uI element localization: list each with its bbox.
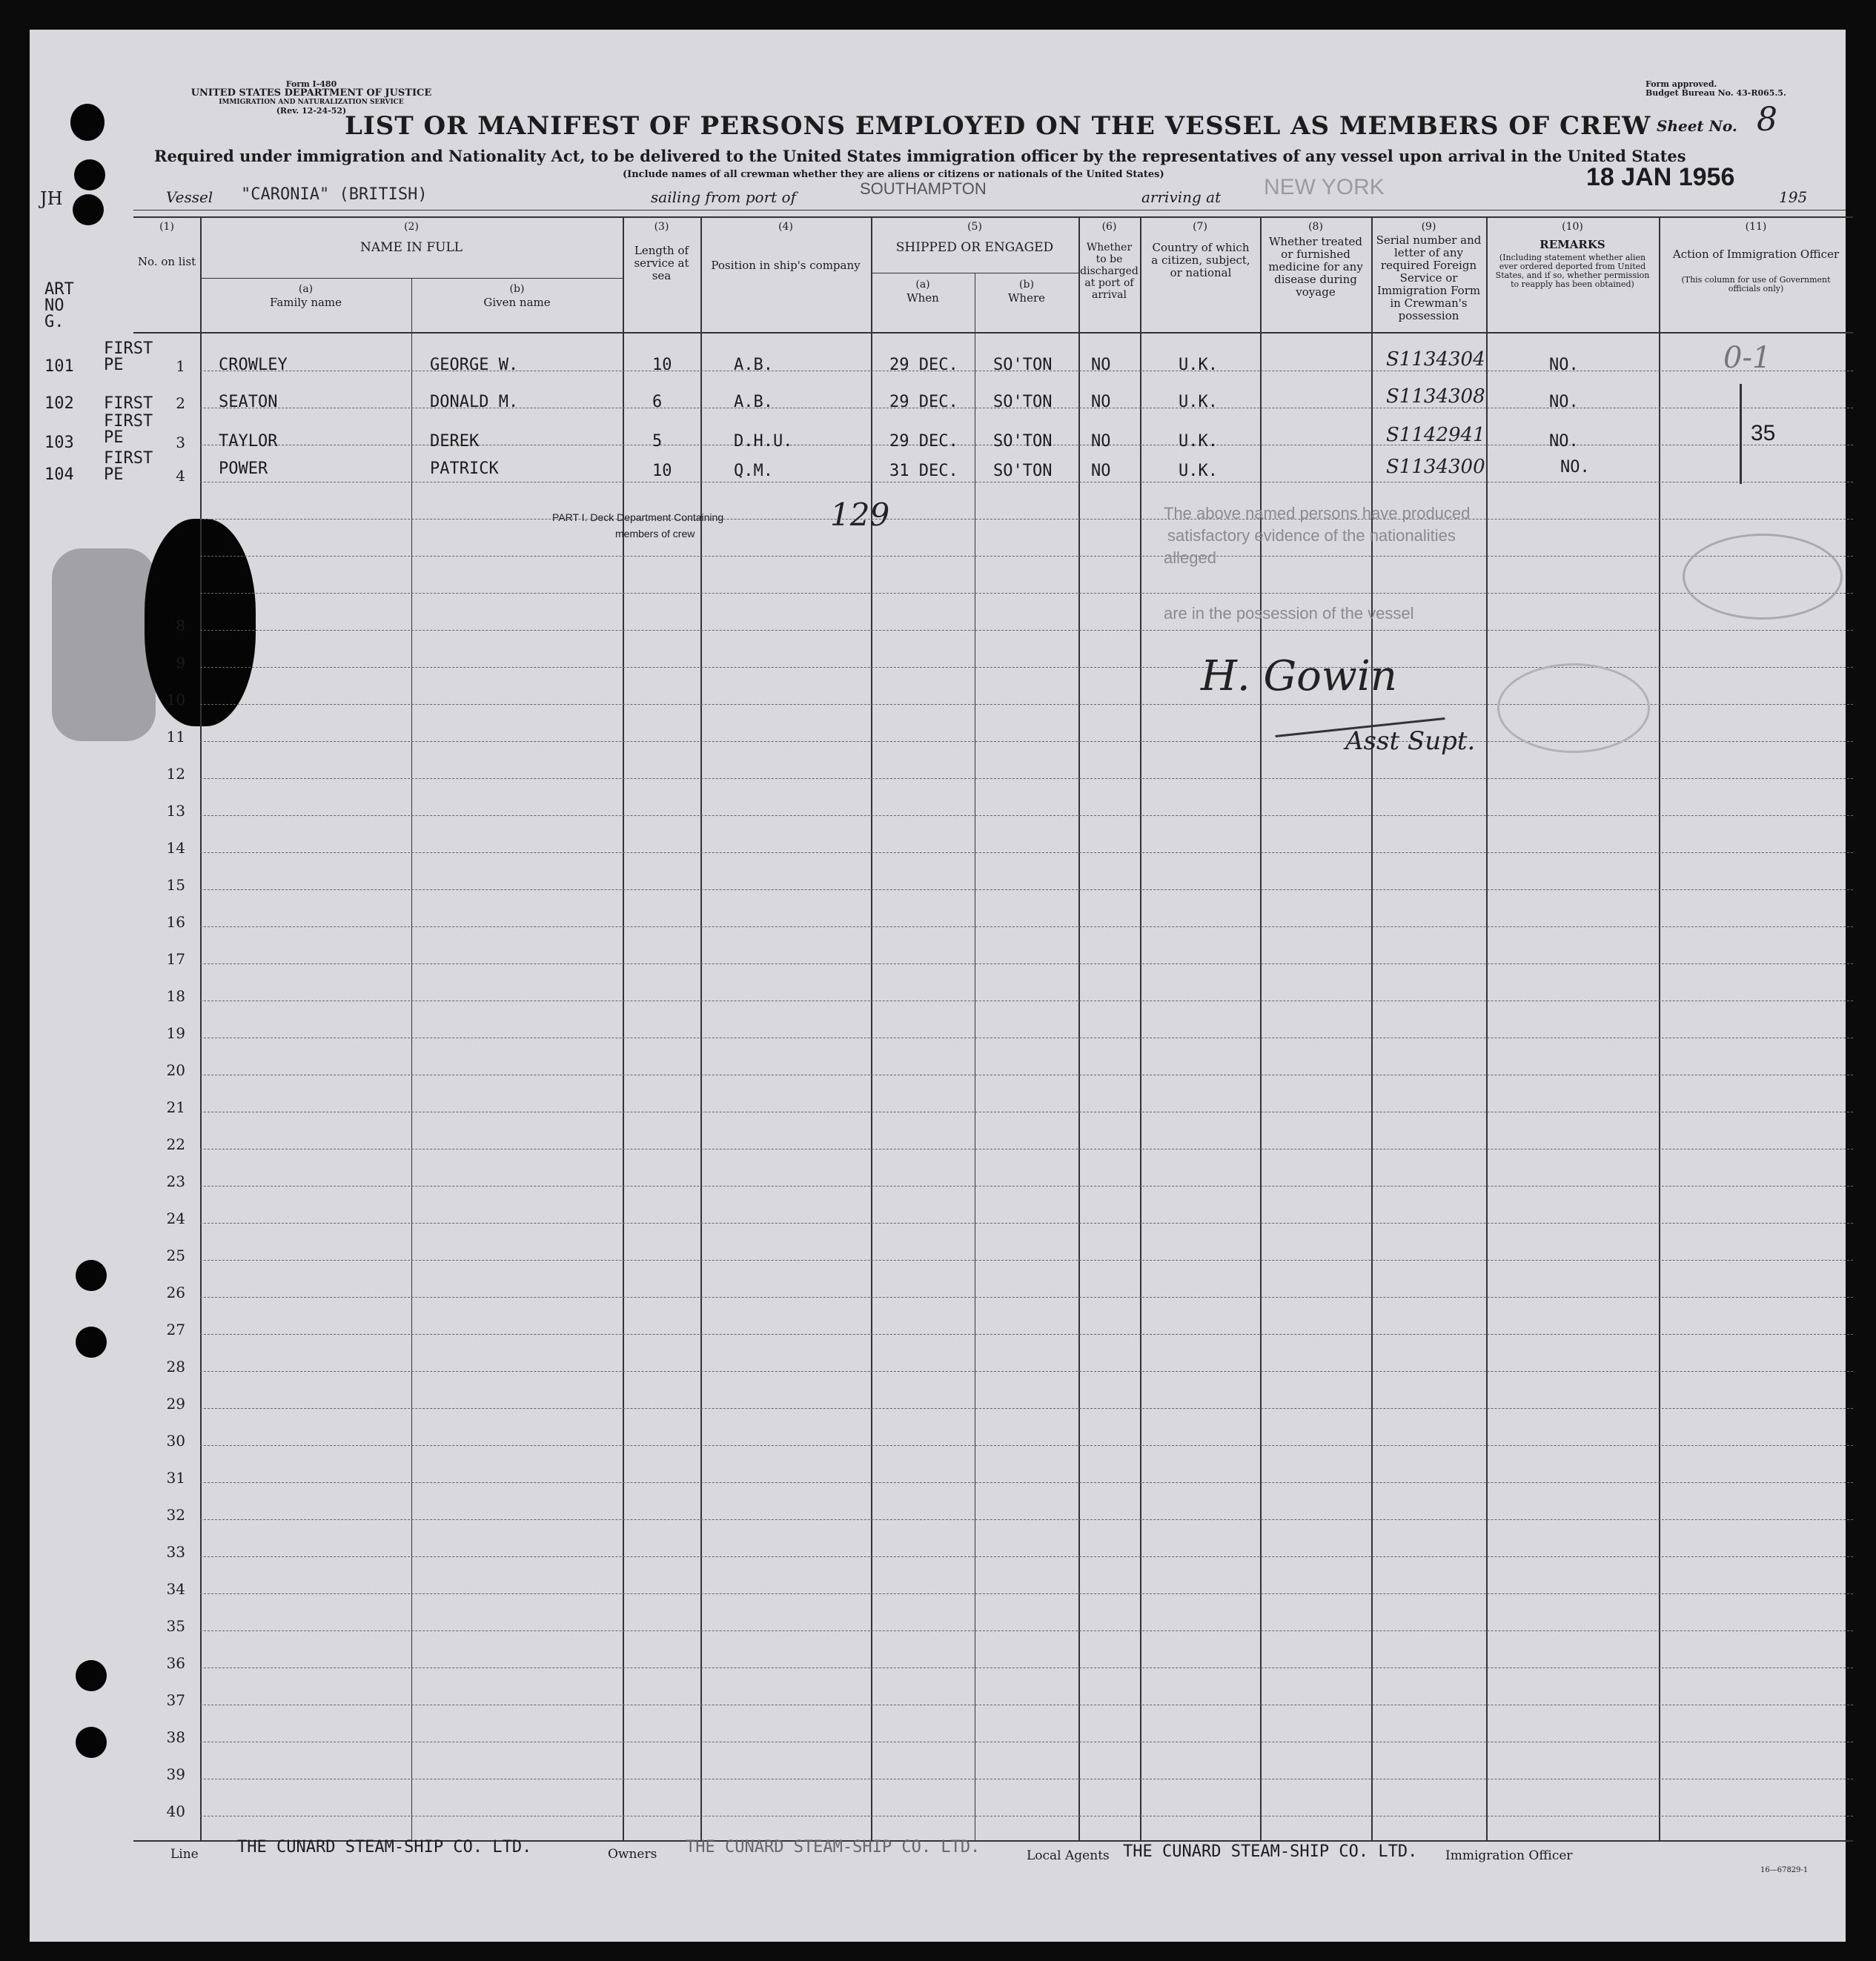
signature-title: Asst Supt. <box>1345 726 1476 756</box>
punch-hole <box>76 1327 107 1358</box>
row-number: 24 <box>166 1210 185 1227</box>
col7-number: (7) <box>1193 221 1207 233</box>
row-rule <box>200 778 1853 779</box>
agents-value: THE CUNARD STEAM-SHIP CO. LTD. <box>1123 1842 1418 1861</box>
print-code: 16—67829-1 <box>1760 1866 1809 1874</box>
row-rule <box>200 1334 1853 1335</box>
col-rule <box>1140 216 1141 1840</box>
year-label: 195 <box>1779 188 1808 206</box>
row-rule <box>200 1260 1853 1261</box>
oval-stamp-icon <box>1683 534 1843 620</box>
side-margin-text: G. <box>44 313 64 331</box>
row-number: 21 <box>166 1098 185 1116</box>
service-years: 10 <box>652 356 672 374</box>
col-rule <box>200 216 202 1840</box>
col10-number: (10) <box>1562 221 1583 233</box>
class-code: FIRST PE <box>104 339 153 374</box>
row-number: 2 <box>176 394 185 412</box>
row-rule <box>200 630 1853 631</box>
col5b-header: Where <box>1007 291 1045 305</box>
country: U.K. <box>1179 356 1218 374</box>
punch-hole <box>73 194 104 225</box>
row-rule <box>200 1297 1853 1298</box>
row-number: 19 <box>166 1024 185 1042</box>
row-rule <box>200 815 1853 816</box>
row-number: 13 <box>166 802 185 820</box>
col5-number: (5) <box>967 221 982 233</box>
row-rule <box>200 1630 1853 1631</box>
family-name: TAYLOR <box>219 432 278 451</box>
row-number: 31 <box>166 1469 185 1487</box>
discharged: NO <box>1091 432 1111 451</box>
office-prefix: JH <box>40 188 63 209</box>
art-number: 101 <box>44 357 74 376</box>
owners-label: Owners <box>608 1847 657 1862</box>
col8-header: Whether treated or furnished medicine for any disease during voyage <box>1268 235 1363 299</box>
officer-mark: 0-1 <box>1723 341 1771 375</box>
owners-value: THE CUNARD STEAM-SHIP CO. LTD. <box>686 1838 981 1857</box>
subtitle: Required under immigration and Nationality Act, to be delivered to the United States immigration officer by the representatives of any vessel upon arrival in the United States <box>154 147 1686 165</box>
service-name: IMMIGRATION AND NATURALIZATION SERVICE <box>219 99 404 106</box>
page-title: LIST OR MANIFEST OF PERSONS EMPLOYED ON THE VESSEL AS MEMBERS OF CREW <box>345 111 1651 141</box>
date-stamp: 18 JAN 1956 <box>1586 163 1735 191</box>
given-name: GEORGE W. <box>430 356 519 374</box>
row-rule <box>200 556 1853 557</box>
line-value: THE CUNARD STEAM-SHIP CO. LTD. <box>237 1838 532 1857</box>
col6-number: (6) <box>1101 221 1117 233</box>
col2-number: (2) <box>404 221 419 233</box>
col-rule <box>871 216 872 1840</box>
form-id-block <box>156 80 467 116</box>
part-note: PART I. Deck Department Containing <box>552 511 724 523</box>
sheet-label: Sheet No. <box>1657 117 1737 135</box>
engaged-when: 29 DEC. <box>889 432 958 451</box>
line-label: Line <box>170 1847 199 1862</box>
side-margin-text: NO <box>44 296 64 315</box>
row-rule <box>200 1445 1853 1446</box>
row-number: 17 <box>166 950 185 968</box>
engaged-when: 29 DEC. <box>889 356 958 374</box>
row-number: 33 <box>166 1543 185 1561</box>
col5b-tag: (b) <box>1019 279 1034 291</box>
row-number: 4 <box>176 467 185 485</box>
row-rule <box>200 1408 1853 1409</box>
punch-hole <box>70 104 105 141</box>
row-rule <box>200 1593 1853 1594</box>
serial-number: S1142941 <box>1386 424 1485 446</box>
row-number: 22 <box>166 1135 185 1153</box>
service-years: 6 <box>652 393 663 411</box>
remarks: NO. <box>1549 356 1579 374</box>
officer-label: Immigration Officer <box>1445 1848 1573 1863</box>
col5a-tag: (a) <box>915 279 930 291</box>
col4-header: Position in ship's company <box>711 259 861 272</box>
budget-number: Budget Bureau No. 43-R065.5. <box>1645 88 1786 98</box>
col4-number: (4) <box>778 221 793 233</box>
remarks: NO. <box>1549 432 1579 451</box>
given-name: DEREK <box>430 432 480 451</box>
art-number: 104 <box>44 465 74 484</box>
row-rule <box>200 852 1853 853</box>
approval-block <box>1645 80 1786 98</box>
class-code: FIRST PE <box>104 449 153 484</box>
country: U.K. <box>1179 393 1218 411</box>
col-rule <box>700 216 702 1840</box>
seal-shadow <box>52 548 156 741</box>
sailing-label: sailing from port of <box>651 188 796 206</box>
row-rule <box>200 1223 1853 1224</box>
engaged-where: SO'TON <box>993 432 1053 451</box>
col-rule <box>411 278 412 1840</box>
col2a-header: Family name <box>269 296 342 309</box>
row-number: 15 <box>166 876 185 894</box>
col3-number: (3) <box>654 221 669 233</box>
row-rule <box>200 1556 1853 1557</box>
col2-header: NAME IN FULL <box>359 240 463 255</box>
vessel-label: Vessel <box>166 188 213 206</box>
vessel-name: "CARONIA" (BRITISH) <box>241 185 428 204</box>
family-name: POWER <box>219 459 268 478</box>
arriving-port: NEW YORK <box>1264 175 1385 199</box>
row-number: 8 <box>176 617 185 634</box>
table-top-rule <box>133 216 1853 218</box>
sheet-number: 8 <box>1757 101 1777 139</box>
certification-text: are in the possession of the vessel <box>1164 604 1414 623</box>
service-years: 10 <box>652 462 672 480</box>
row-number: 14 <box>166 839 185 857</box>
row-number: 10 <box>166 691 185 709</box>
row-rule <box>200 593 1853 594</box>
sailing-port: SOUTHAMPTON <box>860 179 987 198</box>
revision: (Rev. 12-24-52) <box>276 106 347 116</box>
row-number: 38 <box>166 1728 185 1746</box>
position: D.H.U. <box>734 432 793 451</box>
row-number: 37 <box>166 1691 185 1709</box>
discharged: NO <box>1091 393 1111 411</box>
table-header-rule <box>133 332 1853 334</box>
row-rule <box>200 1482 1853 1483</box>
col11-number: (11) <box>1745 221 1767 233</box>
row-number: 9 <box>176 654 185 671</box>
col3-header: Length of service at sea <box>634 244 689 282</box>
remarks: NO. <box>1549 393 1579 411</box>
country: U.K. <box>1179 432 1218 451</box>
class-code: FIRST PE <box>104 412 153 447</box>
punch-hole <box>76 1727 107 1758</box>
row-rule <box>200 1519 1853 1520</box>
row-number: 40 <box>166 1802 185 1820</box>
row-number: 39 <box>166 1765 185 1783</box>
punch-hole <box>76 1260 107 1291</box>
row-number: 26 <box>166 1284 185 1301</box>
col2b-header: Given name <box>483 296 551 309</box>
col-rule <box>623 216 624 1840</box>
certification-text: alleged <box>1164 548 1216 567</box>
row-number: 3 <box>176 434 185 451</box>
serial-number: S1134304 <box>1386 348 1485 371</box>
col10-header: REMARKS <box>1539 238 1605 251</box>
serial-number: S1134300 <box>1386 456 1485 478</box>
part-note: members of crew <box>615 528 695 540</box>
row-number: 36 <box>166 1654 185 1672</box>
country: U.K. <box>1179 462 1218 480</box>
col6-header: Whether to be discharged at port of arrival <box>1080 242 1138 301</box>
row-rule <box>200 889 1853 890</box>
col5a-header: When <box>906 291 939 305</box>
row-number: 11 <box>166 728 185 746</box>
engaged-when: 29 DEC. <box>889 393 958 411</box>
row-number: 35 <box>166 1617 185 1635</box>
row-number: 27 <box>166 1321 185 1338</box>
position: Q.M. <box>734 462 773 480</box>
position: A.B. <box>734 393 773 411</box>
approval-text: Form approved. <box>1645 79 1717 89</box>
col2a-tag: (a) <box>298 283 314 295</box>
art-number: 103 <box>44 434 74 452</box>
col-rule <box>1371 216 1373 1840</box>
punch-hole <box>76 1660 107 1691</box>
col1-number: (1) <box>159 221 174 233</box>
col-rule <box>1078 216 1080 1840</box>
side-margin <box>44 282 74 331</box>
col-rule <box>1659 216 1660 1840</box>
discharged: NO <box>1091 462 1111 480</box>
col2b-tag: (b) <box>509 283 525 295</box>
col5-header: SHIPPED OR ENGAGED <box>895 240 1054 255</box>
col-rule <box>1486 216 1488 1840</box>
manifest-sheet <box>30 30 1846 1942</box>
col1-header: No. on list <box>137 255 196 268</box>
row-rule <box>200 1371 1853 1372</box>
row-number: 29 <box>166 1395 185 1413</box>
row-number: 1 <box>176 357 185 375</box>
engaged-where: SO'TON <box>993 356 1053 374</box>
engaged-where: SO'TON <box>993 393 1053 411</box>
row-number: 25 <box>166 1247 185 1264</box>
remarks: NO. <box>1560 458 1590 477</box>
side-margin-text: ART <box>44 280 74 299</box>
col11-header: Action of Immigration Officer <box>1672 248 1840 261</box>
col-rule <box>1260 216 1262 1840</box>
row-number: 20 <box>166 1061 185 1079</box>
row-rule <box>200 963 1853 964</box>
row-number: 23 <box>166 1172 185 1190</box>
oval-stamp-icon <box>1497 663 1650 753</box>
officer-tally-line <box>1740 384 1742 484</box>
arriving-label: arriving at <box>1141 188 1222 206</box>
instruction: (Include names of all crewman whether they are aliens or citizens or nationals of the United States) <box>623 169 1164 180</box>
signature: H. Gowin <box>1201 652 1397 700</box>
certification-text: satisfactory evidence of the nationalities <box>1167 526 1456 545</box>
col10-note: (Including statement whether alien ever ordered deported from United States, and if so, whether permission to reapply has been obtained) <box>1495 253 1650 289</box>
form-number: Form I-480 <box>285 79 337 89</box>
row-number: 16 <box>166 913 185 931</box>
row-number: 30 <box>166 1432 185 1450</box>
position: A.B. <box>734 356 773 374</box>
serial-number: S1134308 <box>1386 385 1485 408</box>
col9-header: Serial number and letter of any required Foreign Service or Immigration Form in Crewman's possession <box>1376 233 1482 322</box>
art-number: 102 <box>44 394 74 413</box>
crew-count: 129 <box>830 497 890 533</box>
row-rule <box>200 926 1853 927</box>
row-number: 18 <box>166 987 185 1005</box>
certification-text: The above named persons have produced <box>1164 504 1471 522</box>
given-name: PATRICK <box>430 459 499 478</box>
officer-count: 35 <box>1751 421 1776 445</box>
engaged-when: 31 DEC. <box>889 462 958 480</box>
service-years: 5 <box>652 432 663 451</box>
row-number: 28 <box>166 1358 185 1376</box>
row-number: 34 <box>166 1580 185 1598</box>
col9-number: (9) <box>1421 221 1436 233</box>
row-number: 12 <box>166 765 185 783</box>
engaged-where: SO'TON <box>993 462 1053 480</box>
family-name: CROWLEY <box>219 356 288 374</box>
agents-label: Local Agents <box>1027 1848 1110 1863</box>
col11-note: (This column for use of Government officials only) <box>1681 275 1831 293</box>
discharged: NO <box>1091 356 1111 374</box>
department-name: UNITED STATES DEPARTMENT OF JUSTICE <box>190 87 432 99</box>
row-number: 32 <box>166 1506 185 1524</box>
row-rule <box>200 1186 1853 1187</box>
row-rule <box>200 519 1853 520</box>
class-code: FIRST <box>104 394 153 413</box>
punch-hole <box>74 159 105 190</box>
given-name: DONALD M. <box>430 393 519 411</box>
family-name: SEATON <box>219 393 278 411</box>
col8-number: (8) <box>1308 221 1323 233</box>
col7-header: Country of which a citizen, subject, or national <box>1151 241 1250 279</box>
